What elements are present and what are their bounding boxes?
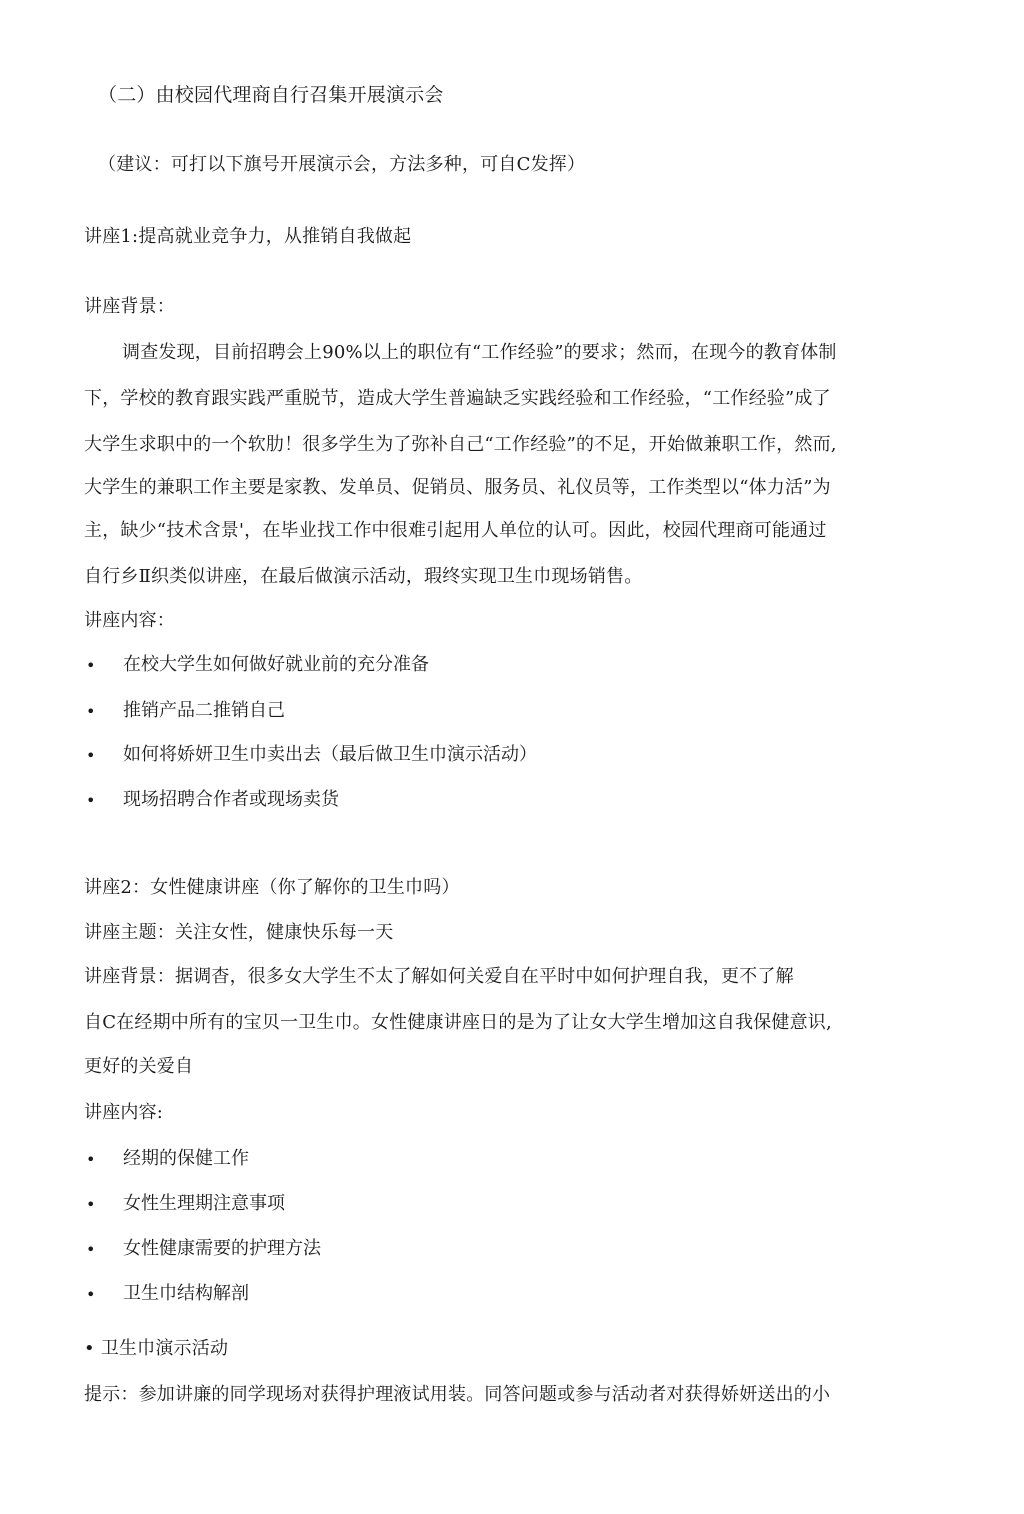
section-heading: （二）由校园代理商自行召集开展演示会 — [98, 84, 444, 106]
bullet-marker: • — [86, 702, 96, 721]
lecture2-background-line: 自C在经期中所有的宝贝一卫生巾。女性健康讲座日的是为了让女大学生增加这自我保健意识, — [84, 1012, 832, 1033]
lecture2-list-item: 女性生理期注意事项 — [123, 1193, 285, 1214]
lecture1-background-line: 调查发现，目前招聘会上90%以上的职位有“工作经验”的要求；然而，在现今的教育体制 — [122, 342, 837, 363]
bullet-marker: • — [86, 1195, 96, 1214]
lecture2-tip: 提示：参加讲廉的同学现场对获得护理液试用装。同答问题或参与活动者对获得娇妍送出的小 — [84, 1384, 831, 1405]
lecture1-background-label: 讲座背景： — [84, 296, 175, 317]
bullet-marker: • — [86, 791, 96, 810]
bullet-marker: • — [86, 1240, 96, 1259]
lecture1-background-line: 大学生求职中的一个软肋！很多学生为了弥补自己“工作经验”的不足，开始做兼职工作，然而, — [84, 434, 837, 455]
lecture1-background-line: 自行乡Ⅱ织类似讲座，在最后做演示活动，瑕终实现卫生巾现场销售。 — [84, 566, 643, 587]
lecture2-list-item: 卫生巾结构解剖 — [123, 1283, 249, 1304]
lecture1-background-line: 大学生的兼职工作主要是家教、发单员、促销员、服务员、礼仪员等，工作类型以“体力活”为 — [84, 477, 831, 498]
lecture1-list-item: 在校大学生如何做好就业前的充分准备 — [123, 654, 429, 675]
bullet-marker: • — [86, 1150, 96, 1169]
bullet-marker: • — [86, 656, 96, 675]
lecture1-list-item: 如何将娇妍卫生巾卖出去（最后做卫生巾演示活动） — [123, 744, 537, 765]
bullet-marker: • — [86, 746, 96, 765]
lecture2-title: 讲座2：女性健康讲座（你了解你的卫生巾吗） — [84, 877, 460, 898]
lecture2-background-line: 讲座背景：据调杳，很多女大学生不太了解如何关爱自在平时中如何护理自我，更不了解 — [84, 966, 794, 987]
lecture1-content-label: 讲座内容： — [84, 610, 175, 631]
bullet-marker: • — [86, 1285, 96, 1304]
lecture1-title: 讲座1:提高就业竞争力，从推销自我做起 — [84, 226, 412, 247]
lecture2-list-item: 经期的保健工作 — [123, 1148, 249, 1169]
lecture2-content-label: 讲座内容: — [84, 1102, 164, 1123]
lecture1-list-item: 现场招聘合作者或现场卖货 — [123, 789, 339, 810]
suggestion-note: （建议：可打以下旗号开展演示会，方法多种，可自C发挥） — [98, 154, 586, 175]
lecture1-list-item: 推销产品二推销自己 — [123, 700, 285, 721]
lecture2-theme: 讲座主题：关注女性，健康快乐每一天 — [84, 922, 394, 943]
lecture2-extra-item: • 卫生巾演示活动 — [84, 1338, 229, 1359]
lecture1-background-line: 下，学校的教育跟实践严重脱节，造成大学生普遍缺乏实践经验和工作经验，“工作经验”成了 — [84, 388, 831, 409]
lecture2-list-item: 女性健康需要的护理方法 — [123, 1238, 321, 1259]
lecture1-background-line: 主，缺少“技术含景'，在毕业找工作中很难引起用人单位的认可。因此，校园代理商可能通过 — [84, 520, 827, 541]
lecture2-background-line: 更好的关爱自 — [84, 1056, 194, 1077]
